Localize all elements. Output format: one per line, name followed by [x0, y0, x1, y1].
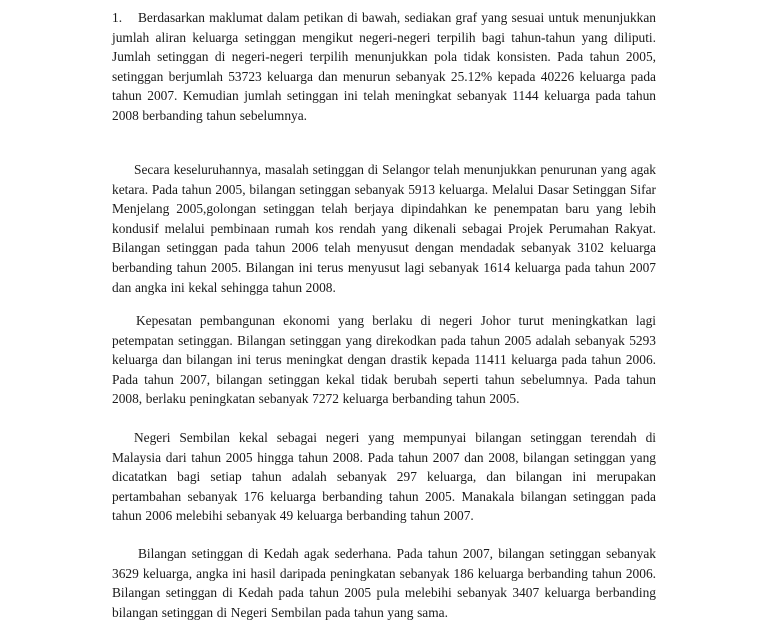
paragraph-question-1 — [112, 8, 656, 126]
paragraph-text: Berdasarkan maklumat dalam petikan di bawah, sediakan graf yang sesuai untuk menunjukkan jumlah aliran keluarga setinggan mengikut negeri-negeri terpilih bagi tahun-tahun yang diliputi. Jumlah setinggan di negeri-negeri terpilih menunjukkan pola tidak konsisten. Pada tahun 2005, setinggan berjumlah 53723 keluarga dan menurun sebanyak 25.12% kepada 40226 keluarga pada tahun 2007. Kemudian jumlah setinggan ini telah meningkat sebanyak 1144 keluarga pada tahun 2008 berbanding tahun sebelumnya. — [112, 10, 656, 123]
paragraph-kedah — [112, 544, 656, 622]
paragraph-negeri-sembilan — [112, 428, 656, 526]
paragraph-text: Negeri Sembilan kekal sebagai negeri yang mempunyai bilangan setinggan terendah di Malaysia dari tahun 2005 hingga tahun 2008. Pada tahun 2007 dan 2008, bilangan setinggan yang dicatatkan bagi setiap tahun adalah sebanyak 297 keluarga, dan bilangan ini merupakan pertambahan sebanyak 176 keluarga berbanding tahun 2005. Manakala bilangan setinggan pada tahun 2006 melebihi sebanyak 49 keluarga berbanding tahun 2007. — [112, 430, 656, 524]
paragraph-text: Bilangan setinggan di Kedah agak sederhana. Pada tahun 2007, bilangan setinggan sebanyak 3629 keluarga, angka ini hasil daripada peningkatan sebanyak 186 keluarga berbanding tahun 2006. Bilangan setinggan di Kedah pada tahun 2005 pula melebihi sebanyak 3407 keluarga berbanding bilangan setinggan di Negeri Sembilan pada tahun yang sama. — [112, 546, 656, 620]
paragraph-text: Secara keseluruhannya, masalah setinggan di Selangor telah menunjukkan penurunan yang agak ketara. Pada tahun 2005, bilangan setinggan sebanyak 5913 keluarga. Melalui Dasar Setinggan Sifar Menjelang 2005,golongan setinggan telah berjaya dipindahkan ke penempatan baru yang lebih kondusif melalui pembinaan rumah kos rendah yang dikenali sebagai Projek Perumahan Rakyat. Bilangan setinggan pada tahun 2006 telah menyusut dengan mendadak sebanyak 3102 keluarga berbanding tahun 2005. Bilangan ini terus menyusut lagi sebanyak 1614 keluarga pada tahun 2007 dan angka ini kekal sehingga tahun 2008. — [112, 162, 656, 295]
paragraph-selangor — [112, 160, 656, 297]
paragraph-johor — [112, 311, 656, 409]
question-number: 1. — [112, 10, 123, 25]
paragraph-text: Kepesatan pembangunan ekonomi yang berlaku di negeri Johor turut meningkatkan lagi petempatan setinggan. Bilangan setinggan yang direkodkan pada tahun 2005 adalah sebanyak 5293 keluarga dan bilangan ini terus meningkat dengan drastik kepada 11411 keluarga pada tahun 2006. Pada tahun 2007, bilangan setinggan kekal tidak berubah seperti tahun sebelumnya. Pada tahun 2008, berlaku peningkatan sebanyak 7272 keluarga berbanding tahun 2005. — [112, 313, 656, 407]
